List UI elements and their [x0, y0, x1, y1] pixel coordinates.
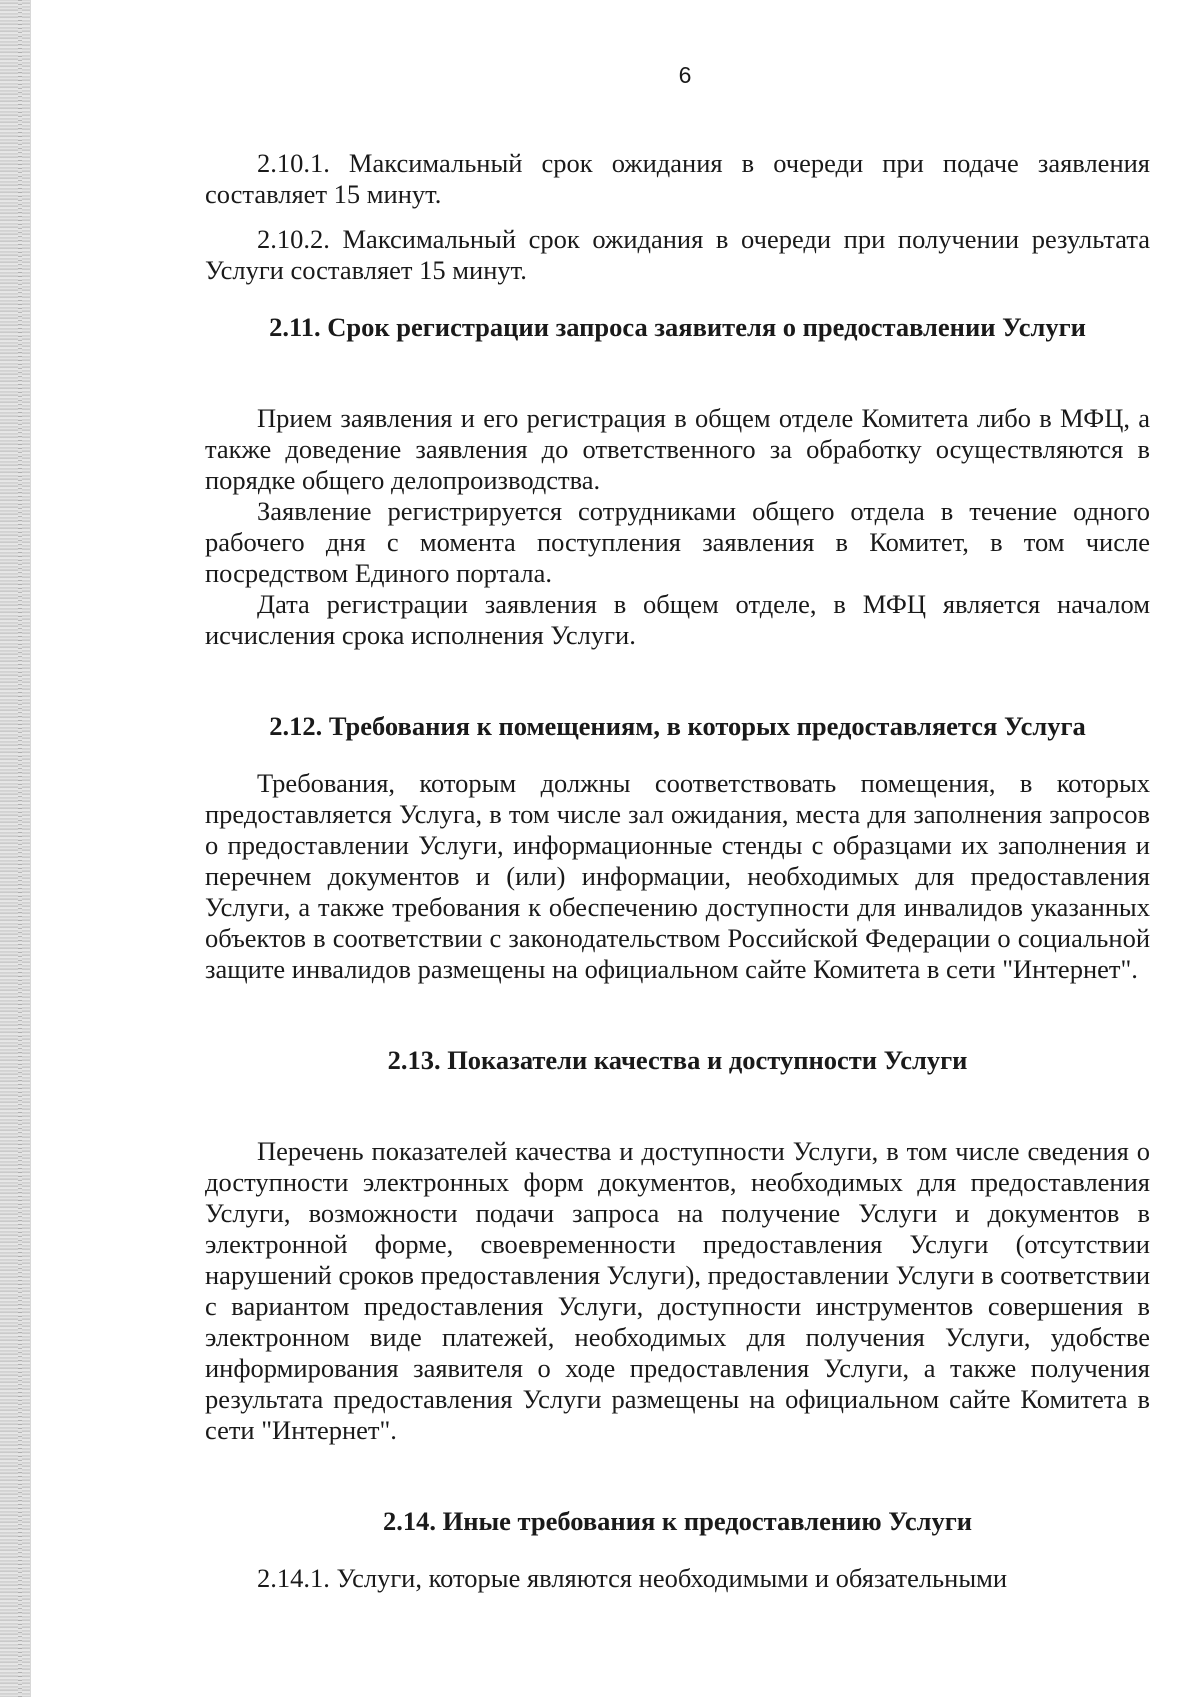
paragraph-2-11-a: Прием заявления и его регистрация в общем отделе Комитета либо в МФЦ, а также доведение заявления до ответственного за обработку осуществляются в порядке общего делопроизводства.: [205, 403, 1150, 495]
paragraph-2-12: Требования, которым должны соответствовать помещения, в которых предоставляется Услуга, в том числе зал ожидания, места для заполнения запросов о предоставлении Услуги, информационные стенды с образцами их заполнения и перечнем документов и (или) информации, необходимых для предоставления Услуги, а также требования к обеспечению доступности для инвалидов указанных объектов в соответствии с законодательством Российской Федерации о социальной защите инвалидов размещены на официальном сайте Комитета в сети "Интернет".: [205, 768, 1150, 984]
scan-binding-edge: [0, 0, 31, 1697]
heading-2-14: 2.14. Иные требования к предоставлению Услуги: [382, 1506, 973, 1536]
heading-2-11: 2.11. Срок регистрации запроса заявителя о предоставлении Услуги: [269, 312, 1086, 342]
heading-2-12: 2.12. Требования к помещениям, в которых предоставляется Услуга: [269, 711, 1086, 741]
paragraph-2-10-1: 2.10.1. Максимальный срок ожидания в очереди при подаче заявления составляет 15 минут.: [205, 148, 1150, 209]
heading-2-13: 2.13. Показатели качества и доступности Услуги: [387, 1045, 968, 1075]
document-body: [205, 148, 1150, 1594]
paragraph-2-10-2: 2.10.2. Максимальный срок ожидания в очереди при получении результата Услуги составляет 15 минут.: [205, 224, 1150, 285]
page-number: 6: [678, 62, 692, 88]
paragraph-2-14-1: 2.14.1. Услуги, которые являются необходимыми и обязательными: [257, 1563, 1008, 1593]
paragraph-2-11-c: Дата регистрации заявления в общем отделе, в МФЦ является началом исчисления срока исполнения Услуги.: [205, 589, 1150, 650]
paragraph-2-11-b: Заявление регистрируется сотрудниками общего отдела в течение одного рабочего дня с момента поступления заявления в Комитет, в том числе посредством Единого портала.: [205, 496, 1150, 588]
paragraph-2-13: Перечень показателей качества и доступности Услуги, в том числе сведения о доступности электронных форм документов, необходимых для предоставления Услуги, возможности подачи запроса на получение Услуги и документов в электронной форме, своевременности предоставления Услуги (отсутствии нарушений сроков предоставления Услуги), предоставлении Услуги в соответствии с вариантом предоставления Услуги, доступности инструментов совершения в электронном виде платежей, необходимых для получения Услуги, удобстве информирования заявителя о ходе предоставления Услуги, а также получения результата предоставления Услуги размещены на официальном сайте Комитета в сети "Интернет".: [205, 1136, 1150, 1445]
